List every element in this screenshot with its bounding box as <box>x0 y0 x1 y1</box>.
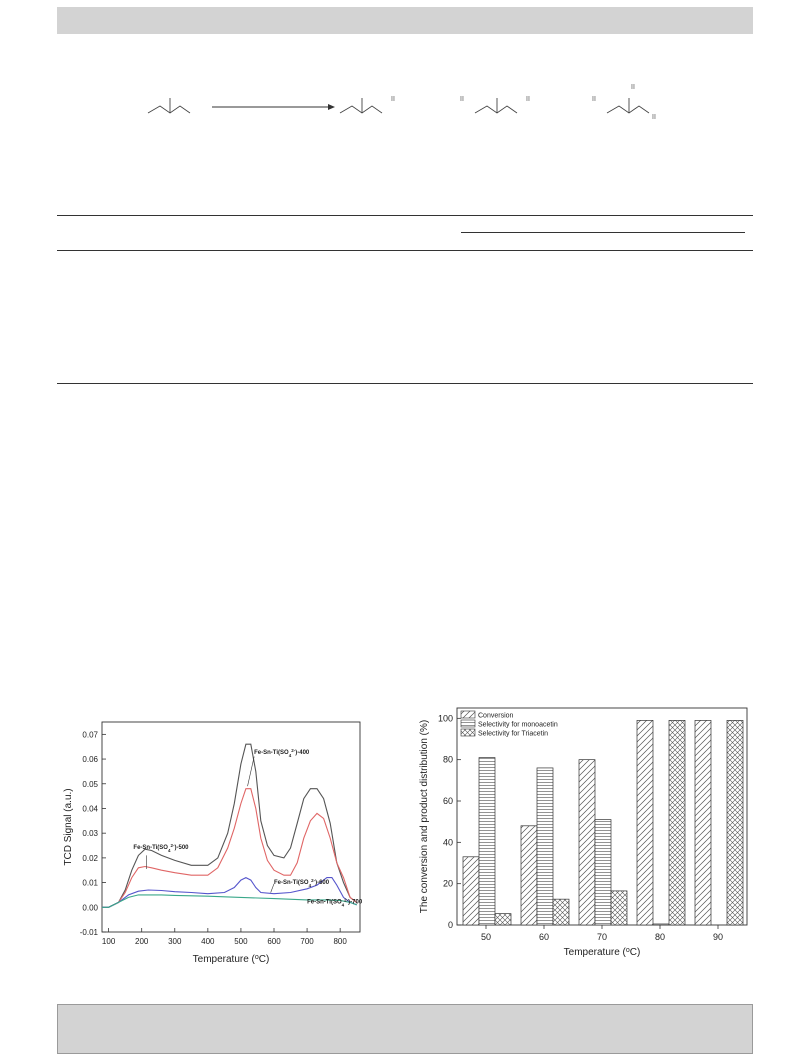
x-tick-label: 80 <box>654 932 666 942</box>
superscript: 2- <box>291 747 296 753</box>
bar <box>653 924 669 925</box>
label-suffix: )-400 <box>295 750 310 757</box>
tpd-chart <box>60 710 375 980</box>
degree-superscript: o <box>625 946 630 954</box>
legend-label: Selectivity for monoacetin <box>478 721 558 729</box>
product-monoacetin-skeleton <box>340 106 382 113</box>
annotation-leader <box>271 884 274 893</box>
bar <box>521 826 537 925</box>
y-tick-label: 0.06 <box>82 755 98 765</box>
annotation-700: $Fe-Sn-Ti(SO_4^{2-})-700$ <box>307 897 363 908</box>
product-triacetin-skeleton <box>607 106 649 113</box>
table-rule-sub <box>461 232 745 233</box>
bar <box>553 899 569 925</box>
y-tick-label: 100 <box>437 713 453 724</box>
bar <box>727 720 743 925</box>
x-tick-label: 50 <box>480 932 492 942</box>
legend-swatch <box>461 729 475 736</box>
annotation-leader <box>248 757 255 787</box>
bar <box>479 758 495 925</box>
y-tick-label: 0.02 <box>82 853 98 863</box>
x-tick-label: 200 <box>135 937 149 946</box>
annotation-500: $Fe-Sn-Ti(SO_4^{2-})-500$ <box>133 842 189 853</box>
y-tick-label: -0.01 <box>79 928 98 937</box>
subscript: 4 <box>341 902 345 908</box>
bar <box>595 820 611 925</box>
y-tick-label: 20 <box>442 878 453 889</box>
superscript: 2- <box>344 897 349 903</box>
y-tick-label: 60 <box>442 796 453 806</box>
footer-band <box>57 1004 753 1054</box>
label-suffix: )-600 <box>315 879 330 886</box>
x-tick-label: 60 <box>538 932 550 942</box>
table-rule-bottom <box>57 383 753 384</box>
product-diacetin-skeleton <box>475 106 517 113</box>
x-axis-label: Temperature ($^o$C) <box>192 953 270 965</box>
reaction-scheme <box>0 0 793 150</box>
annotation-600: $Fe-Sn-Ti(SO_4^{2-})-600$ <box>274 877 330 888</box>
x-tick-label: 500 <box>234 937 248 946</box>
subscript: 4 <box>288 752 292 758</box>
y-tick-label: 0.04 <box>82 804 98 814</box>
degree-superscript: o <box>254 953 259 961</box>
carbonyl-mark: II <box>460 96 464 103</box>
carbonyl-mark: II <box>526 96 530 103</box>
x-tick-label: 70 <box>596 932 608 942</box>
x-tick-label: 400 <box>201 937 215 946</box>
x-tick-label: 800 <box>333 937 347 946</box>
subscript: 4 <box>308 882 312 888</box>
y-axis-label: The conversion and product distribution (%) <box>419 719 430 914</box>
x-tick-label: 300 <box>168 937 182 946</box>
x-tick-label: 100 <box>101 937 116 946</box>
y-tick-label: 80 <box>442 754 453 765</box>
bar <box>611 891 627 925</box>
bar <box>463 857 479 925</box>
superscript: 2- <box>311 877 316 883</box>
bar <box>495 914 511 925</box>
x-tick-label: 90 <box>712 932 724 942</box>
y-tick-label: 0 <box>447 920 453 930</box>
subscript: 4 <box>167 847 171 853</box>
table-rule-header <box>57 250 753 251</box>
superscript: 2- <box>170 842 175 848</box>
y-tick-label: 0.03 <box>82 829 98 839</box>
bar <box>637 720 653 925</box>
carbonyl-mark: II <box>592 96 596 103</box>
conversion-bar-chart <box>415 700 760 965</box>
y-tick-label: 40 <box>442 837 453 848</box>
y-axis-label: TCD Signal (a.u.) <box>63 788 74 866</box>
annotation-400: $Fe-Sn-Ti(SO_4^{2-})-400$ <box>254 747 310 758</box>
carbonyl-mark: II <box>391 96 395 103</box>
y-tick-label: 0.01 <box>82 878 98 888</box>
carbonyl-mark: II <box>652 114 656 121</box>
reaction-arrowhead <box>328 104 335 110</box>
bar <box>579 760 595 925</box>
x-tick-label: 700 <box>300 937 314 946</box>
x-axis-label-unit: C) <box>629 947 641 958</box>
legend-swatch <box>461 720 475 727</box>
label-suffix: )-500 <box>174 845 189 852</box>
bar <box>695 720 711 925</box>
legend-swatch <box>461 711 475 718</box>
bar <box>669 720 685 925</box>
carbonyl-mark: II <box>631 84 635 91</box>
x-axis-label-unit: C) <box>258 954 270 965</box>
reactant-glycerol-skeleton <box>148 106 190 113</box>
legend-label: Selectivity for Triacetin <box>478 730 549 738</box>
y-tick-label: 0.05 <box>82 779 98 789</box>
x-tick-label: 600 <box>267 937 281 946</box>
label-suffix: )-700 <box>348 899 363 906</box>
y-tick-label: 0.00 <box>82 903 98 913</box>
legend-label: Conversion <box>478 712 514 720</box>
y-tick-label: 0.07 <box>82 730 98 740</box>
bar <box>537 768 553 925</box>
x-axis-label: Temperature ($^o$C) <box>563 946 641 958</box>
table-rule-top <box>57 215 753 216</box>
